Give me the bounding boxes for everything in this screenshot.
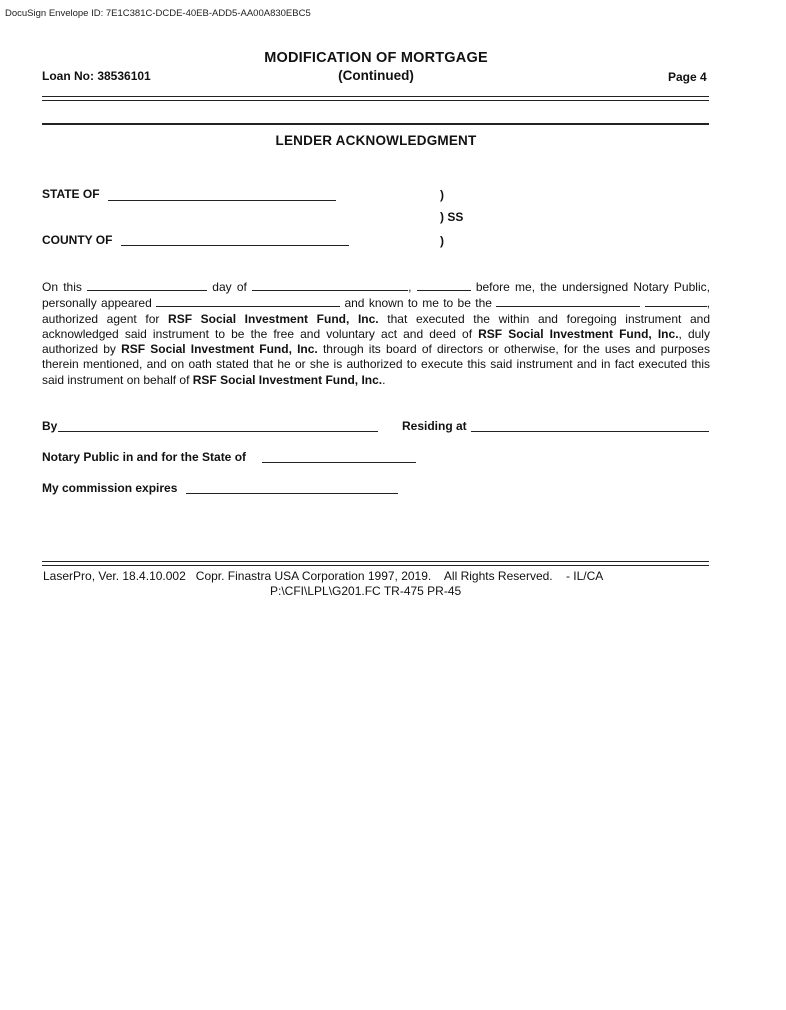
paren-3: ) bbox=[440, 234, 444, 248]
by-label: By bbox=[42, 419, 58, 433]
residing-label: Residing at bbox=[402, 419, 467, 433]
state-label: STATE OF bbox=[42, 187, 100, 201]
title-field-b[interactable] bbox=[645, 295, 707, 307]
document-title: MODIFICATION OF MORTGAGE bbox=[264, 50, 488, 66]
acknowledgment-paragraph bbox=[42, 279, 710, 388]
entity-name-3: RSF Social Investment Fund, Inc. bbox=[121, 342, 318, 357]
appeared-name-field[interactable] bbox=[156, 295, 340, 307]
para-text-1: On this bbox=[42, 280, 82, 294]
header-rule-middle bbox=[42, 100, 709, 101]
footer-copyright: LaserPro, Ver. 18.4.10.002 Copr. Finastra USA Corporation 1997, 2019. All Rights Reserved. - IL/CA bbox=[43, 569, 604, 583]
residing-field[interactable] bbox=[471, 431, 709, 432]
commission-field[interactable] bbox=[186, 493, 398, 494]
ss-label: ) SS bbox=[440, 210, 464, 224]
para-text-6: , authorized agent for bbox=[42, 296, 710, 326]
entity-name-2: RSF Social Investment Fund, Inc. bbox=[478, 326, 679, 341]
para-text-7: that executed the within and foregoing instrument and acknowledged said instrument to be the free and voluntary act and deed of bbox=[42, 311, 710, 341]
month-field[interactable] bbox=[252, 279, 408, 291]
page-number: Page 4 bbox=[668, 70, 707, 84]
entity-name-4: RSF Social Investment Fund, Inc. bbox=[192, 372, 383, 387]
by-signature-field[interactable] bbox=[58, 431, 378, 432]
para-text-2: day of bbox=[212, 280, 247, 294]
year-field[interactable] bbox=[417, 279, 471, 291]
county-field[interactable] bbox=[121, 245, 349, 246]
day-field[interactable] bbox=[87, 279, 207, 291]
header-rule-bottom bbox=[42, 123, 709, 125]
loan-number: Loan No: 38536101 bbox=[42, 69, 151, 83]
section-title: LENDER ACKNOWLEDGMENT bbox=[275, 133, 477, 148]
paren-1: ) bbox=[440, 188, 444, 202]
envelope-id: DocuSign Envelope ID: 7E1C381C-DCDE-40EB-ADD5-AA00A830EBC5 bbox=[5, 8, 311, 19]
county-label: COUNTY OF bbox=[42, 233, 113, 247]
title-field-a[interactable] bbox=[496, 295, 640, 307]
para-text-5: and known to me to be the bbox=[344, 296, 492, 311]
para-period: . bbox=[382, 372, 386, 387]
para-comma: , bbox=[408, 280, 412, 294]
footer-rule-top bbox=[42, 561, 709, 562]
para-text-4: before me, the undersigned Notary Public, personally appeared bbox=[42, 280, 710, 311]
para-text-9: through its board of directors or otherwise, for the uses and purposes therein mentioned, and on oath stated that he or she is authorized to execute this said instrument and in fact executed this said instrument on behalf of bbox=[42, 342, 710, 387]
header-rule-top bbox=[42, 96, 709, 97]
para-text-8: , duly authorized by bbox=[42, 326, 710, 357]
footer-rule-bottom bbox=[42, 565, 709, 566]
notary-state-label: Notary Public in and for the State of bbox=[42, 450, 247, 464]
state-field[interactable] bbox=[108, 200, 336, 201]
notary-state-field[interactable] bbox=[262, 462, 416, 463]
document-subtitle: (Continued) bbox=[338, 68, 414, 83]
entity-name-1: RSF Social Investment Fund, Inc. bbox=[168, 311, 379, 326]
commission-label: My commission expires bbox=[42, 481, 178, 495]
footer-path: P:\CFI\LPL\G201.FC TR-475 PR-45 bbox=[270, 584, 462, 598]
